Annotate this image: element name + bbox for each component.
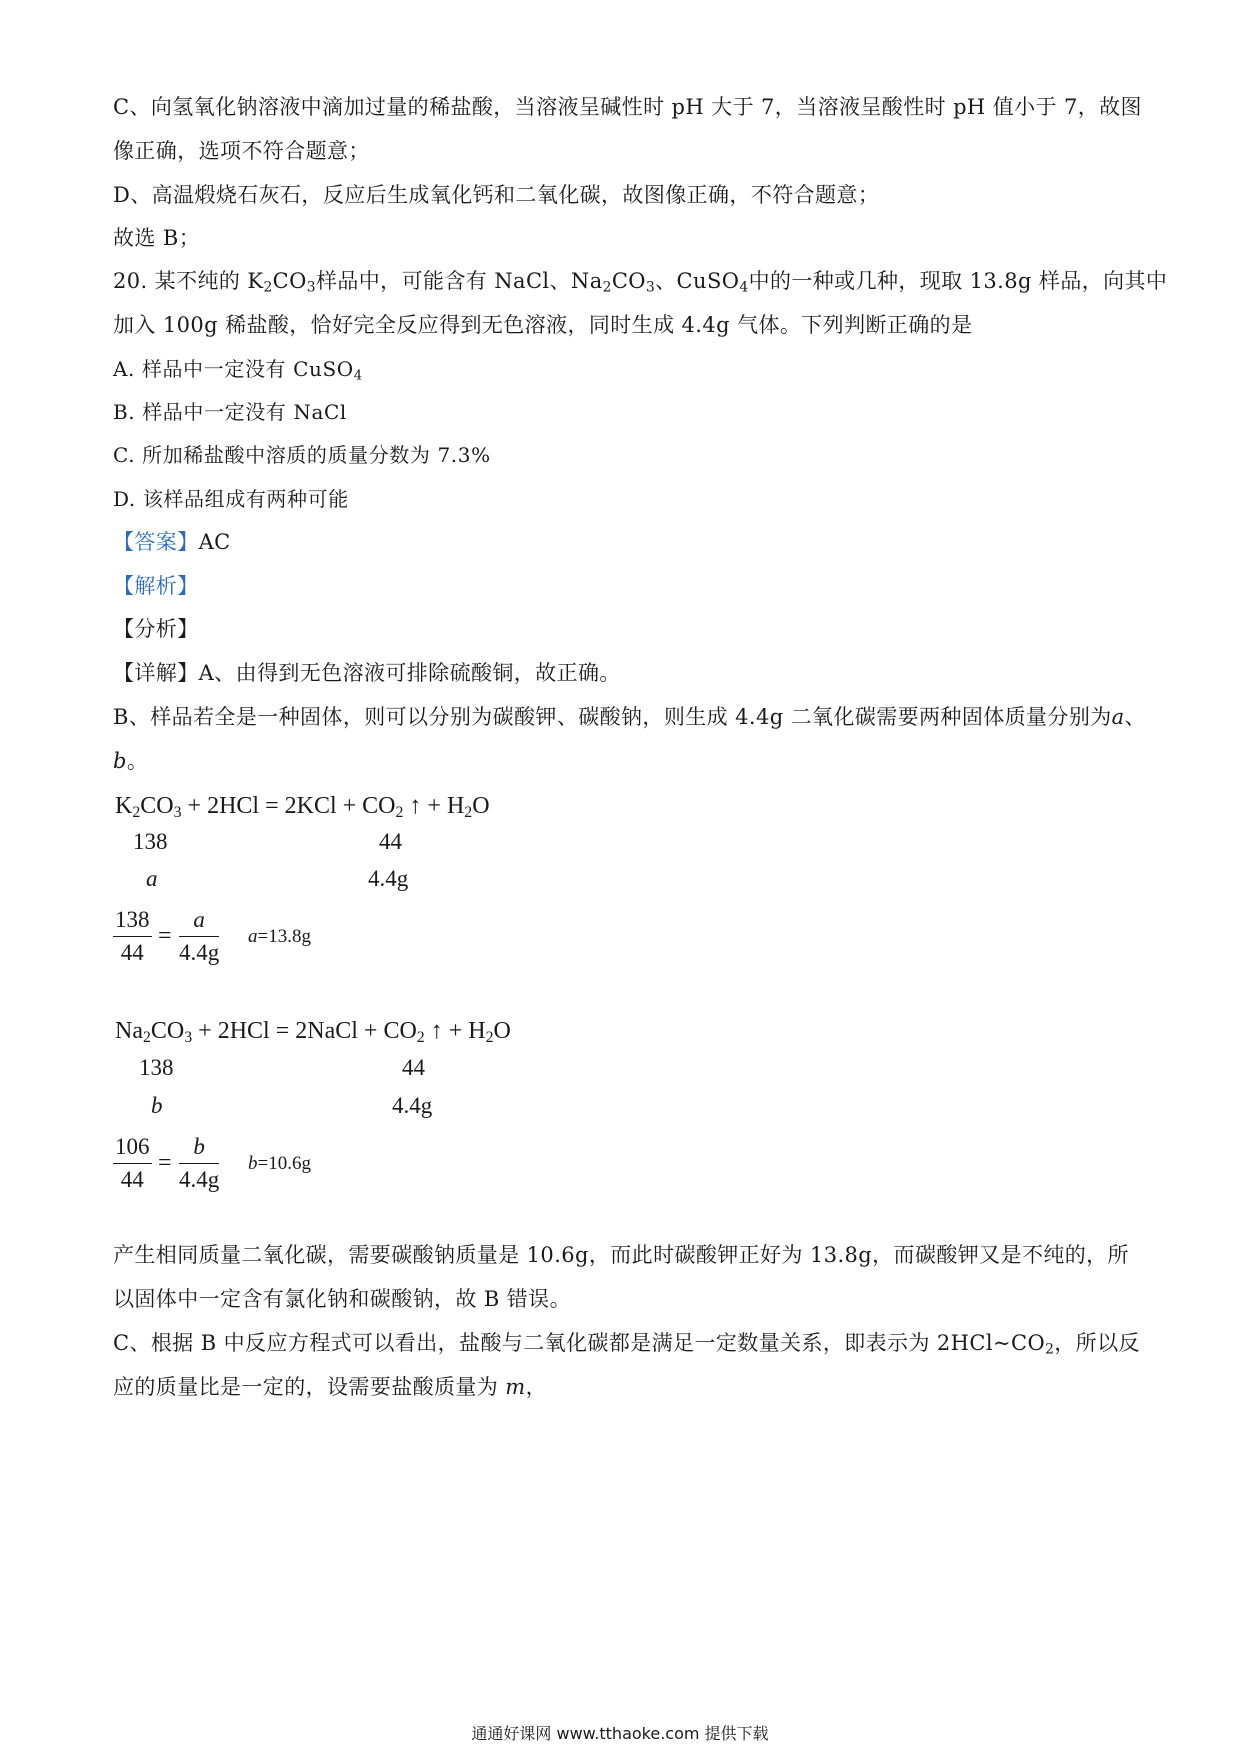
question-text: 20. 某不纯的 K [113, 269, 264, 293]
equation-na2co3 [115, 1016, 511, 1046]
eq2-amount: 4.4g [392, 1093, 433, 1118]
option-a-text: A. 样品中一定没有 CuSO [113, 357, 354, 381]
eq-part: K [115, 793, 133, 819]
eq-part: + 2HCl = 2NaCl + CO [192, 1018, 417, 1044]
question-text: CO [272, 269, 307, 293]
variable-a: a [1111, 705, 1125, 729]
subscript: 2 [132, 803, 141, 821]
subscript: 2 [464, 803, 473, 821]
subscript: 2 [1045, 1341, 1055, 1358]
result-value: =10.6g [257, 1153, 311, 1174]
eq-part: O [493, 1018, 511, 1044]
eq1-result [248, 922, 311, 952]
c-text: 应的质量比是一定的，设需要盐酸质量为 [113, 1375, 506, 1399]
equals-sign: = [158, 1150, 172, 1176]
subscript: 4 [353, 368, 363, 384]
variable-m: m [505, 1375, 526, 1399]
numerator: 138 [113, 906, 152, 937]
option-a [113, 354, 363, 384]
page-footer: 通通好课网 www.tthaoke.com 提供下载 [471, 1724, 769, 1743]
question-text: CO [611, 269, 646, 293]
eq1-mass-right: 44 [379, 829, 402, 854]
c-text: ， [525, 1375, 548, 1399]
option-c: C. 所加稀盐酸中溶质的质量分数为 7.3% [113, 443, 491, 467]
result-variable: b [248, 1153, 258, 1174]
subscript: 2 [485, 1028, 494, 1046]
denominator: 44 [120, 940, 144, 965]
detail-b-text: B、样品若全是一种固体，则可以分别为碳酸钾、碳酸钠，则生成 4.4g 二氧化碳需要两种固体质量分别为 [113, 705, 1112, 729]
subscript: 3 [173, 803, 182, 821]
eq-part: ↑ + H [403, 793, 465, 819]
equation-k2co3 [115, 791, 490, 821]
paragraph-c-line-1: C、向氢氧化钠溶液中滴加过量的稀盐酸，当溶液呈碱性时 pH 大于 7，当溶液呈酸性时 pH 值小于 7，故图 [113, 95, 1142, 119]
answer-tag: 【答案】 [113, 530, 199, 554]
analysis-tag: 【解析】 [113, 574, 199, 598]
eq2-fraction-left [113, 1133, 152, 1194]
eq1-variable: a [146, 866, 158, 891]
period: 。 [126, 749, 149, 773]
denominator: 4.4g [179, 1167, 220, 1192]
eq1-fraction-left [113, 906, 152, 967]
subscript: 3 [306, 279, 316, 296]
detail-line-a: 【详解】A、由得到无色溶液可排除硫酸铜，故正确。 [113, 661, 621, 685]
c-text: ，所以反 [1054, 1331, 1140, 1355]
eq2-mass-left: 138 [139, 1055, 174, 1080]
c-text: C、根据 B 中反应方程式可以看出，盐酸与二氧化碳都是满足一定数量关系，即表示为 2HCl~CO [113, 1331, 1046, 1355]
answer-value: AC [198, 530, 231, 554]
conclusion-line-2: 以固体中一定含有氯化钠和碳酸钠，故 B 错误。 [113, 1287, 571, 1311]
eq-part: ↑ + H [424, 1018, 486, 1044]
result-variable: a [248, 926, 258, 947]
eq2-mass-right: 44 [402, 1055, 425, 1080]
question-line-2: 加入 100g 稀盐酸，恰好完全反应得到无色溶液，同时生成 4.4g 气体。下列判断正确的是 [113, 313, 973, 337]
subscript: 3 [645, 279, 656, 296]
subscript: 3 [184, 1028, 193, 1046]
paragraph-d-line: D、高温煅烧石灰石，反应后生成氧化钙和二氧化碳，故图像正确，不符合题意； [113, 183, 880, 207]
numerator: a [179, 906, 219, 937]
question-text: 中的一种或几种，现取 13.8g 样品，向其中 [748, 269, 1168, 293]
eq1-fraction-right [179, 906, 219, 967]
question-line-1 [113, 266, 1167, 296]
separator: 、 [1124, 705, 1146, 729]
subscript: 2 [142, 1028, 151, 1046]
variable-b: b [113, 749, 127, 773]
question-text: 样品中，可能含有 NaCl、Na [315, 269, 603, 293]
eq1-mass-left: 138 [133, 829, 168, 854]
answer-line [113, 527, 231, 557]
eq-part: Na [115, 1018, 143, 1044]
question-text: 、CuSO [655, 269, 740, 293]
paragraph-choose: 故选 B； [113, 226, 201, 250]
eq-part: + 2HCl = 2KCl + CO [181, 793, 396, 819]
option-d: D. 该样品组成有两种可能 [113, 487, 349, 511]
eq-part: CO [140, 793, 174, 819]
detail-c-line-2 [113, 1372, 547, 1402]
detail-c-line-1 [113, 1328, 1140, 1358]
denominator: 44 [120, 1167, 144, 1192]
subscript: 2 [416, 1028, 425, 1046]
eq-part: CO [150, 1018, 185, 1044]
eq1-amount: 4.4g [368, 866, 409, 891]
detail-line-b-2 [113, 746, 148, 776]
subscript: 4 [739, 279, 749, 296]
paragraph-c-line-2: 像正确，选项不符合题意； [113, 139, 370, 163]
result-value: =13.8g [257, 926, 311, 947]
subscript: 2 [602, 279, 612, 296]
detail-line-b [113, 702, 1146, 732]
numerator: b [179, 1133, 219, 1164]
numerator: 106 [113, 1133, 152, 1164]
equals-sign: = [158, 923, 172, 949]
denominator: 4.4g [179, 940, 220, 965]
eq2-variable: b [151, 1093, 163, 1118]
eq2-fraction-right [179, 1133, 219, 1194]
subscript: 2 [395, 803, 404, 821]
option-b: B. 样品中一定没有 NaCl [113, 400, 347, 424]
subscript: 2 [263, 279, 273, 296]
eq2-result [248, 1149, 311, 1179]
fenxi-tag: 【分析】 [113, 617, 199, 641]
conclusion-line-1: 产生相同质量二氧化碳，需要碳酸钠质量是 10.6g，而此时碳酸钾正好为 13.8g，而碳酸钾又是不纯的，所 [113, 1243, 1129, 1267]
eq-part: O [472, 793, 490, 819]
